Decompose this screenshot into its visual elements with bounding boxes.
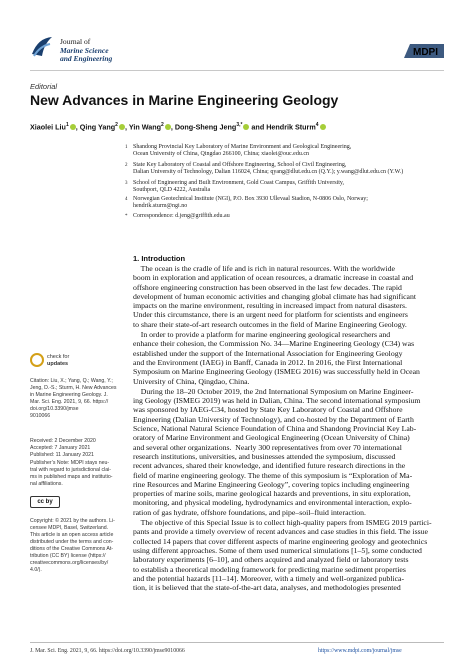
copyright-block xyxy=(30,518,127,574)
sidebar-line: distributed under the terms and con- xyxy=(30,539,114,545)
text-line: research institutions, universities, and businesses attended the symposium, discussed xyxy=(133,451,396,461)
sidebar-line: censee MDPI, Basel, Switzerland. xyxy=(30,525,109,531)
affiliation-item xyxy=(125,162,404,177)
check-for-updates-icon[interactable] xyxy=(30,353,44,367)
author-name[interactable]: Hendrik Sturm xyxy=(266,122,316,132)
text-line: ration of gas hydrate, offshore foundations, and pipe–soil–fluid interaction. xyxy=(133,507,366,517)
text-line: The objective of this Special Issue is to collect high-quality papers from ISMEG 2019 partici- xyxy=(133,518,432,528)
text-line: was sponsored by IAEG-C34, hosted by State Key Laboratory of Coastal and Offshore xyxy=(133,405,403,415)
dates-block xyxy=(30,438,127,459)
text-line: University of China, Qingdao, China. xyxy=(133,376,250,386)
author-name[interactable]: Dong-Sheng Jeng xyxy=(174,122,237,132)
affiliation-number: 3 xyxy=(125,181,128,186)
affiliation-line: Correspondence: d.jeng@griffith.edu.au xyxy=(133,213,230,219)
author-list xyxy=(30,122,326,131)
author-affiliation-sup: 4 xyxy=(315,122,319,128)
affiliation-number: 1 xyxy=(125,145,128,150)
check-line2: updates xyxy=(47,360,69,367)
author-affiliation-sup: 2 xyxy=(115,122,118,128)
text-line: field of marine engineering geology. The theme of this symposium is “Exploration of Ma- xyxy=(133,470,413,480)
sidebar-line: ditions of the Creative Commons At- xyxy=(30,546,114,552)
text-line: boom in exploration and application of ocean resources, a dramatic increase in coastal and xyxy=(133,273,414,283)
author-separator: and xyxy=(249,122,267,132)
sidebar-line: Mar. Sci. Eng. 2021, 9, 66. https:// xyxy=(30,399,109,405)
affiliation-number: 2 xyxy=(125,163,128,168)
article-title: New Advances in Marine Engineering Geology xyxy=(30,92,339,108)
mdpi-logo-icon xyxy=(404,44,444,58)
affiliation-item xyxy=(125,213,230,220)
citation-block xyxy=(30,378,127,420)
text-line: to share their state-of-art research outcomes in the field of Marine Engineering Geology. xyxy=(133,319,407,329)
text-line: established under the support of the International Association for Engineering Geology xyxy=(133,348,403,358)
sidebar-line: Received: 2 December 2020 xyxy=(30,438,96,444)
journal-logo-icon xyxy=(30,34,56,60)
text-line: collected 14 papers that cover different aspects of marine engineering geology and geotechnics xyxy=(133,536,428,546)
affiliation-number: 4 xyxy=(125,197,128,202)
check-for-updates-label[interactable] xyxy=(47,354,69,367)
author-affiliation-sup: 3,* xyxy=(236,122,243,128)
body-paragraphs xyxy=(133,264,445,592)
affiliation-line: School of Engineering and Built Environment, Gold Coast Campus, Griffith University, xyxy=(133,180,344,186)
orcid-icon[interactable] xyxy=(320,124,326,130)
footer-citation: J. Mar. Sci. Eng. 2021, 9, 66. https://doi.org/10.3390/jmse9010066 xyxy=(30,648,185,654)
affiliation-line: Shandong Provincial Key Laboratory of Marine Environment and Geological Engineering, xyxy=(133,144,352,150)
text-line: recent advances, shared their knowledge, and identified future research directions in the xyxy=(133,461,406,471)
affiliation-line: hendrik.sturm@ngi.no xyxy=(133,203,188,210)
sidebar-line: Published: 11 January 2021 xyxy=(30,452,94,458)
author-name[interactable]: Yin Wang xyxy=(128,122,162,132)
author-separator: , xyxy=(75,122,80,132)
sidebar-line: Copyright: © 2021 by the authors. Li- xyxy=(30,518,115,524)
footer-journal-link[interactable]: https://www.mdpi.com/journal/jmse xyxy=(318,648,402,654)
journal-line1: Journal of xyxy=(60,37,91,46)
text-line: Under this circumstance, there is an urgent need for platform for scientists and engineers xyxy=(133,310,408,320)
section-heading: 1. Introduction xyxy=(133,254,186,263)
text-line: The ocean is the cradle of life and is rich in natural resources. With the worldwide xyxy=(133,264,395,273)
text-line: rine Resources and Marine Engineering Geology”, covering topics including engineering xyxy=(133,479,410,489)
sidebar-line: in Marine Engineering Geology. J. xyxy=(30,392,108,398)
paragraph xyxy=(133,330,445,386)
affiliation-number: * xyxy=(125,214,128,219)
text-line: laboratory experiments [6–10], and others acquired and analyzed field or laboratory tests xyxy=(133,555,409,565)
publisher-note xyxy=(30,460,127,488)
text-line: Science, National Natural Science Foundation of China and Shandong Provincial Key Lab- xyxy=(133,424,417,434)
affiliation-item xyxy=(125,144,352,159)
text-line: to establish a theoretical modeling framework for predicting marine sediment properties xyxy=(133,564,406,574)
text-line: pants and provide a timely overview of recent advances and case studies in this field. The issue xyxy=(133,527,428,537)
text-line: offshore engineering construction has been observed in the last few decades. The rapid xyxy=(133,282,402,292)
sidebar-line: Publisher’s Note: MDPI stays neu- xyxy=(30,460,110,466)
journal-line2: Marine Science xyxy=(60,45,109,55)
affiliation-line: Southport, QLD 4222, Australia xyxy=(133,187,211,194)
sidebar-line: Accepted: 7 January 2021 xyxy=(30,445,91,451)
header-divider xyxy=(30,70,444,71)
sidebar-line: ms in published maps and institutio- xyxy=(30,474,113,480)
sidebar-line: tral with regard to jurisdictional clai- xyxy=(30,467,112,473)
text-line: and the Environment (IAEG) in Banff, Canada in 2012. In 2016, the First International xyxy=(133,357,403,367)
text-line: Engineering (Dalian University of Technology), and co-hosted by the Department of Earth xyxy=(133,414,414,424)
text-line: development of human economic activities and changing global climate has had significant xyxy=(133,291,417,301)
affiliation-line: Dalian University of Technology, Dalian 116024, China; qyang@dlut.edu.cn (Q.Y.); y.wang@dlut.edu.cn (Y.W.) xyxy=(133,169,404,176)
sidebar-line: Jeng, D.-S.; Sturm, H. New Advances xyxy=(30,385,117,391)
text-line: using different approaches. Some of them used numerical simulations [1–5], some conducted xyxy=(133,545,422,555)
sidebar-line: tribution (CC BY) license (https:// xyxy=(30,553,106,559)
sidebar-line: doi.org/10.3390/jmse xyxy=(30,406,79,412)
text-line: monitoring, and physical modeling, hydrodynamics and environmental interaction, explo- xyxy=(133,498,412,508)
cc-by-badge-icon[interactable]: cc by xyxy=(30,496,60,508)
text-line: During the 18–20 October 2019, the 2nd International Symposium on Marine Engineer- xyxy=(133,386,414,396)
paragraph xyxy=(133,387,445,517)
text-line: Symposium on Marine Engineering Geology (ISMEG 2016) was successfully held in Ocean xyxy=(133,367,420,377)
paragraph xyxy=(133,264,445,329)
text-line: ing Geology (ISMEG 2019) was held in Dalian, China. The second international symposium xyxy=(133,396,421,406)
affiliation-line: Ocean University of China, Qingdao 266100, China; xiaolei@ouc.edu.cn xyxy=(133,151,309,158)
author-separator: , xyxy=(124,122,129,132)
text-line: impacts on the marine environment, resulting in increased impact from natural disasters. xyxy=(133,301,407,311)
mdpi-logo-text: MDPI xyxy=(413,47,438,58)
text-line: enhance their cohesion, the Commission No. 34—Marine Engineering Geology (C34) was xyxy=(133,339,415,349)
affiliation-line: Norwegian Geotechnical Institute (NGI), P.O. Box 3930 Ullevaal Stadion, N-0806 Oslo, Norway; xyxy=(133,196,368,202)
sidebar-line: Citation: Liu, X.; Yang, Q.; Wang, Y.; xyxy=(30,378,113,384)
author-name[interactable]: Qing Yang xyxy=(79,122,116,132)
affiliation-line: State Key Laboratory of Coastal and Offshore Engineering, School of Civil Engineering, xyxy=(133,162,347,168)
text-line: and several other organizations. Nearly 300 representatives from over 70 international xyxy=(133,442,402,452)
journal-line3: and Engineering xyxy=(60,54,113,63)
sidebar-line: nal affiliations. xyxy=(30,481,63,487)
affiliation-item xyxy=(125,180,344,195)
author-separator: , xyxy=(170,122,175,132)
footer-divider xyxy=(30,642,444,643)
text-line: In order to provide a platform for marine engineering geological researchers and xyxy=(133,330,391,340)
affiliation-item xyxy=(125,196,368,211)
author-affiliation-sup: 2 xyxy=(161,122,164,128)
author-name[interactable]: Xiaolei Liu xyxy=(30,122,66,132)
paragraph xyxy=(133,518,445,592)
sidebar-line: 4.0/). xyxy=(30,567,42,573)
text-line: properties of marine soils, marine geological hazards and preventions, in situ exploration, xyxy=(133,489,411,499)
text-line: and the potential hazards [11–14]. Moreover, with a timely and well-organized publica- xyxy=(133,573,405,583)
text-line: tion, it is believed that the state-of-the-art data, analyses, and methodologies presented xyxy=(133,583,401,593)
check-line1: check for xyxy=(47,354,70,360)
sidebar-line: creativecommons.org/licenses/by/ xyxy=(30,560,109,566)
sidebar-line: 9010066 xyxy=(30,413,51,419)
article-type: Editorial xyxy=(30,82,58,91)
sidebar-line: This article is an open access article xyxy=(30,532,114,538)
text-line: oratory of Marine Environment and Geological Engineering (Ocean University of China) xyxy=(133,433,410,443)
author-affiliation-sup: 1 xyxy=(65,122,69,128)
journal-name xyxy=(60,38,112,64)
